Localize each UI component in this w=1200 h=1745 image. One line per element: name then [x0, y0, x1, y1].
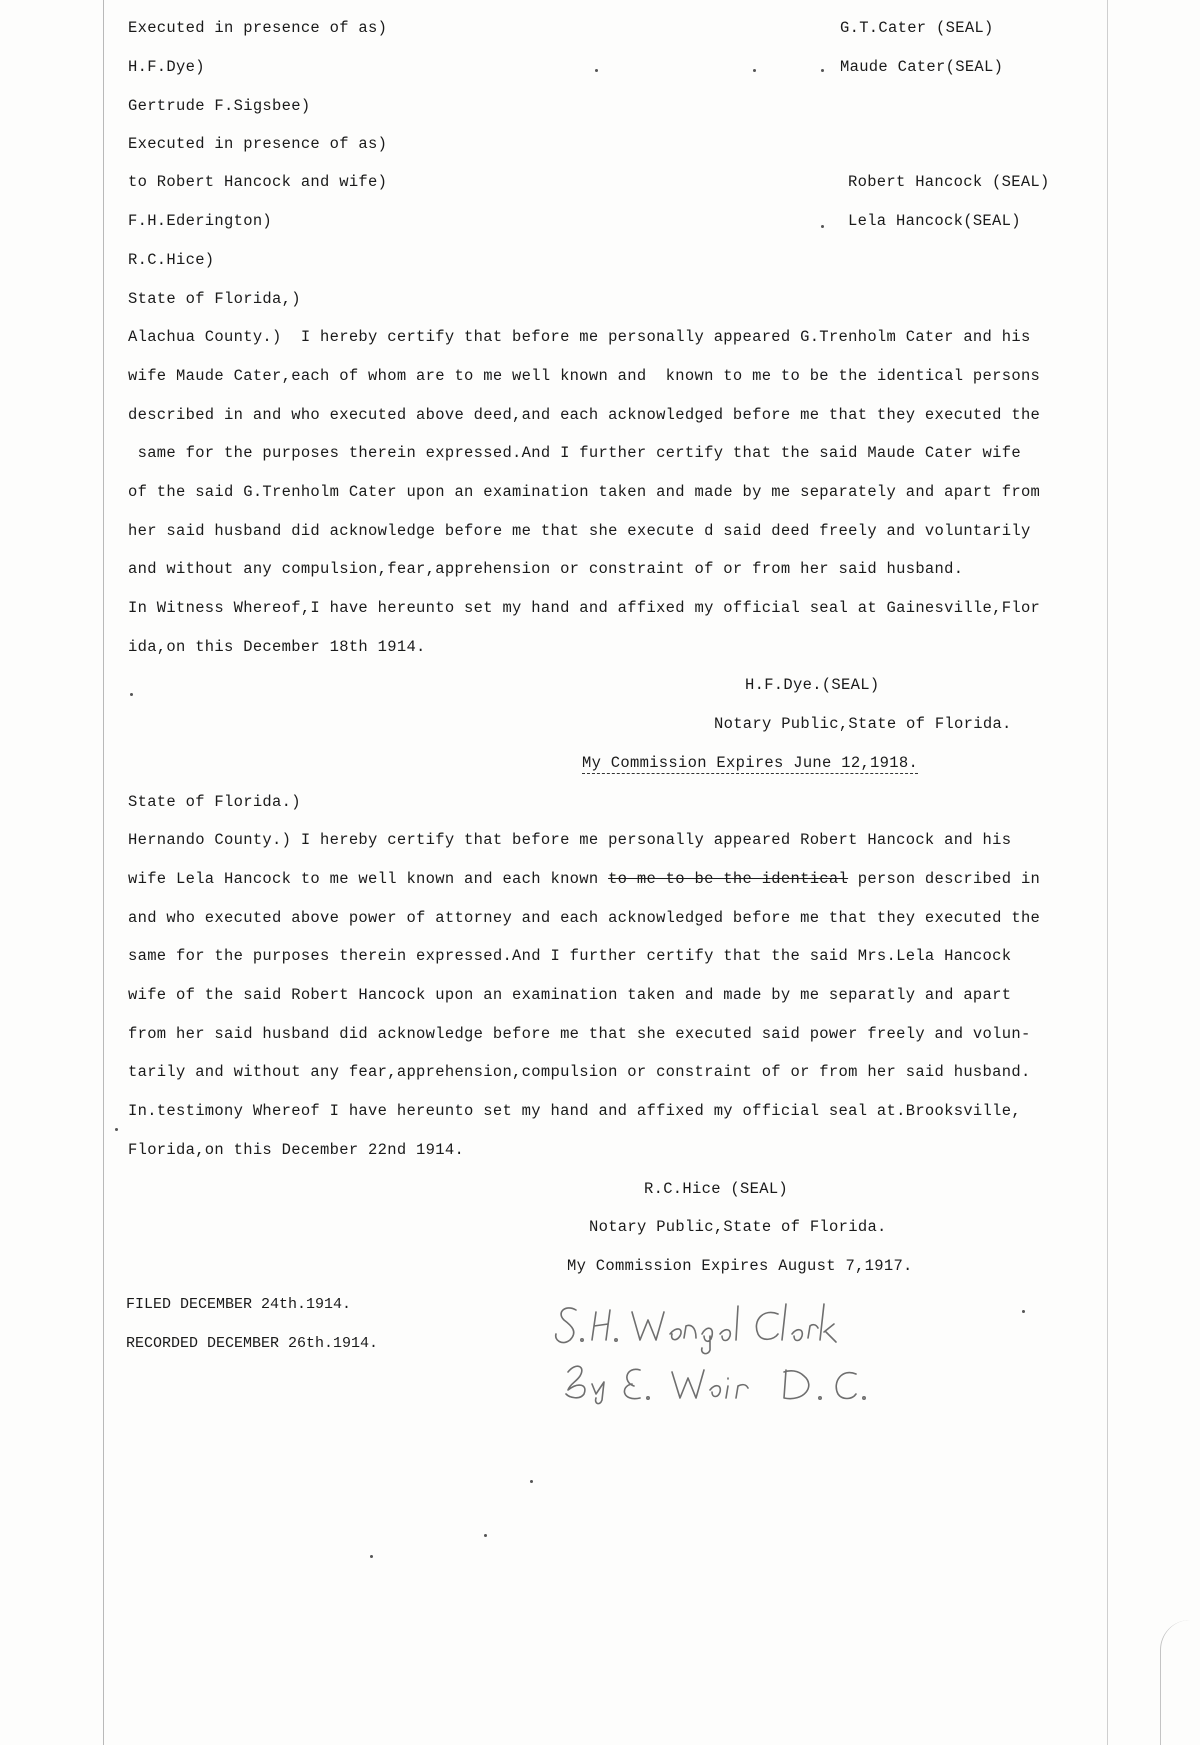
signer-name: Robert Hancock (SEAL): [848, 173, 1050, 191]
notary-name: H.F.Dye.(SEAL): [745, 676, 880, 694]
body-line: wife Maude Cater,each of whom are to me well known and known to me to be the identical persons: [128, 367, 1041, 385]
body-line: her said husband did acknowledge before me that she execute d said deed freely and voluntarily: [128, 522, 1031, 540]
speck: [130, 693, 133, 696]
body-line: of the said G.Trenholm Cater upon an examination taken and made by me separately and apart from: [128, 483, 1041, 501]
body-line: same for the purposes therein expressed.And I further certify that the said Maude Cater wife: [128, 444, 1021, 462]
notary-title: Notary Public,State of Florida.: [714, 715, 1012, 733]
commission-expiry: My Commission Expires August 7,1917.: [567, 1257, 913, 1275]
commission-expiry-text: My Commission Expires June 12,1918.: [582, 754, 919, 772]
signer-name: Maude Cater(SEAL): [840, 58, 1004, 76]
state-heading: State of Florida.): [128, 793, 301, 811]
speck: [115, 1128, 118, 1131]
speck: [484, 1534, 487, 1537]
speck: [530, 1480, 533, 1483]
body-line: from her said husband did acknowledge before me that she executed said power freely and volun-: [128, 1025, 1031, 1043]
struck-text: to me to be the identical: [608, 870, 849, 888]
page-edge-curl: [1160, 1620, 1200, 1745]
county-line: Hernando County.) I hereby certify that before me personally appeared Robert Hancock and his: [128, 831, 1012, 849]
notary-name: R.C.Hice (SEAL): [644, 1180, 789, 1198]
body-line: Florida,on this December 22nd 1914.: [128, 1141, 465, 1159]
body-line: [128, 869, 1040, 889]
speck: [595, 69, 598, 72]
right-margin-line: [1107, 0, 1108, 1745]
commission-expiry: [582, 753, 918, 773]
body-line-part: wife Lela Hancock to me well known and each known: [128, 870, 609, 888]
witness-line: F.H.Ederington): [128, 212, 273, 230]
body-line: described in and who executed above deed,and each acknowledged before me that they executed the: [128, 406, 1041, 424]
witness-line: H.F.Dye): [128, 58, 205, 76]
filed-stamp: FILED DECEMBER 24th.1914.: [126, 1296, 352, 1313]
left-margin-line: [103, 0, 104, 1745]
speck: [821, 69, 824, 72]
body-line-part: person described in: [848, 870, 1041, 888]
body-line: same for the purposes therein expressed.And I further certify that the said Mrs.Lela Hancock: [128, 947, 1012, 965]
clerk-signature: [548, 1290, 948, 1410]
speck: [753, 69, 756, 72]
witness-line: to Robert Hancock and wife): [128, 173, 388, 191]
body-line: wife of the said Robert Hancock upon an examination taken and made by me separatly and apart: [128, 986, 1012, 1004]
witness-line: Executed in presence of as): [128, 135, 388, 153]
witness-line: Executed in presence of as): [128, 19, 388, 37]
witness-line: R.C.Hice): [128, 251, 215, 269]
body-line: ida,on this December 18th 1914.: [128, 638, 426, 656]
state-heading: State of Florida,): [128, 290, 301, 308]
speck: [370, 1555, 373, 1558]
notary-title: Notary Public,State of Florida.: [589, 1218, 887, 1236]
body-line: and who executed above power of attorney and each acknowledged before me that they executed the: [128, 909, 1041, 927]
witness-line: Gertrude F.Sigsbee): [128, 97, 311, 115]
body-line: and without any compulsion,fear,apprehension or constraint of or from her said husband.: [128, 560, 964, 578]
speck: [821, 225, 824, 228]
signer-name: G.T.Cater (SEAL): [840, 19, 994, 37]
county-line: Alachua County.) I hereby certify that before me personally appeared G.Trenholm Cater and his: [128, 328, 1031, 346]
speck: [1022, 1310, 1025, 1313]
signer-name: Lela Hancock(SEAL): [848, 212, 1021, 230]
body-line: In.testimony Whereof I have hereunto set my hand and affixed my official seal at.Brooksville,: [128, 1102, 1021, 1120]
body-line: In Witness Whereof,I have hereunto set my hand and affixed my official seal at Gainesville,Flor: [128, 599, 1041, 617]
recorded-stamp: RECORDED DECEMBER 26th.1914.: [126, 1335, 379, 1352]
body-line: tarily and without any fear,apprehension,compulsion or constraint of or from her said husband.: [128, 1063, 1031, 1081]
